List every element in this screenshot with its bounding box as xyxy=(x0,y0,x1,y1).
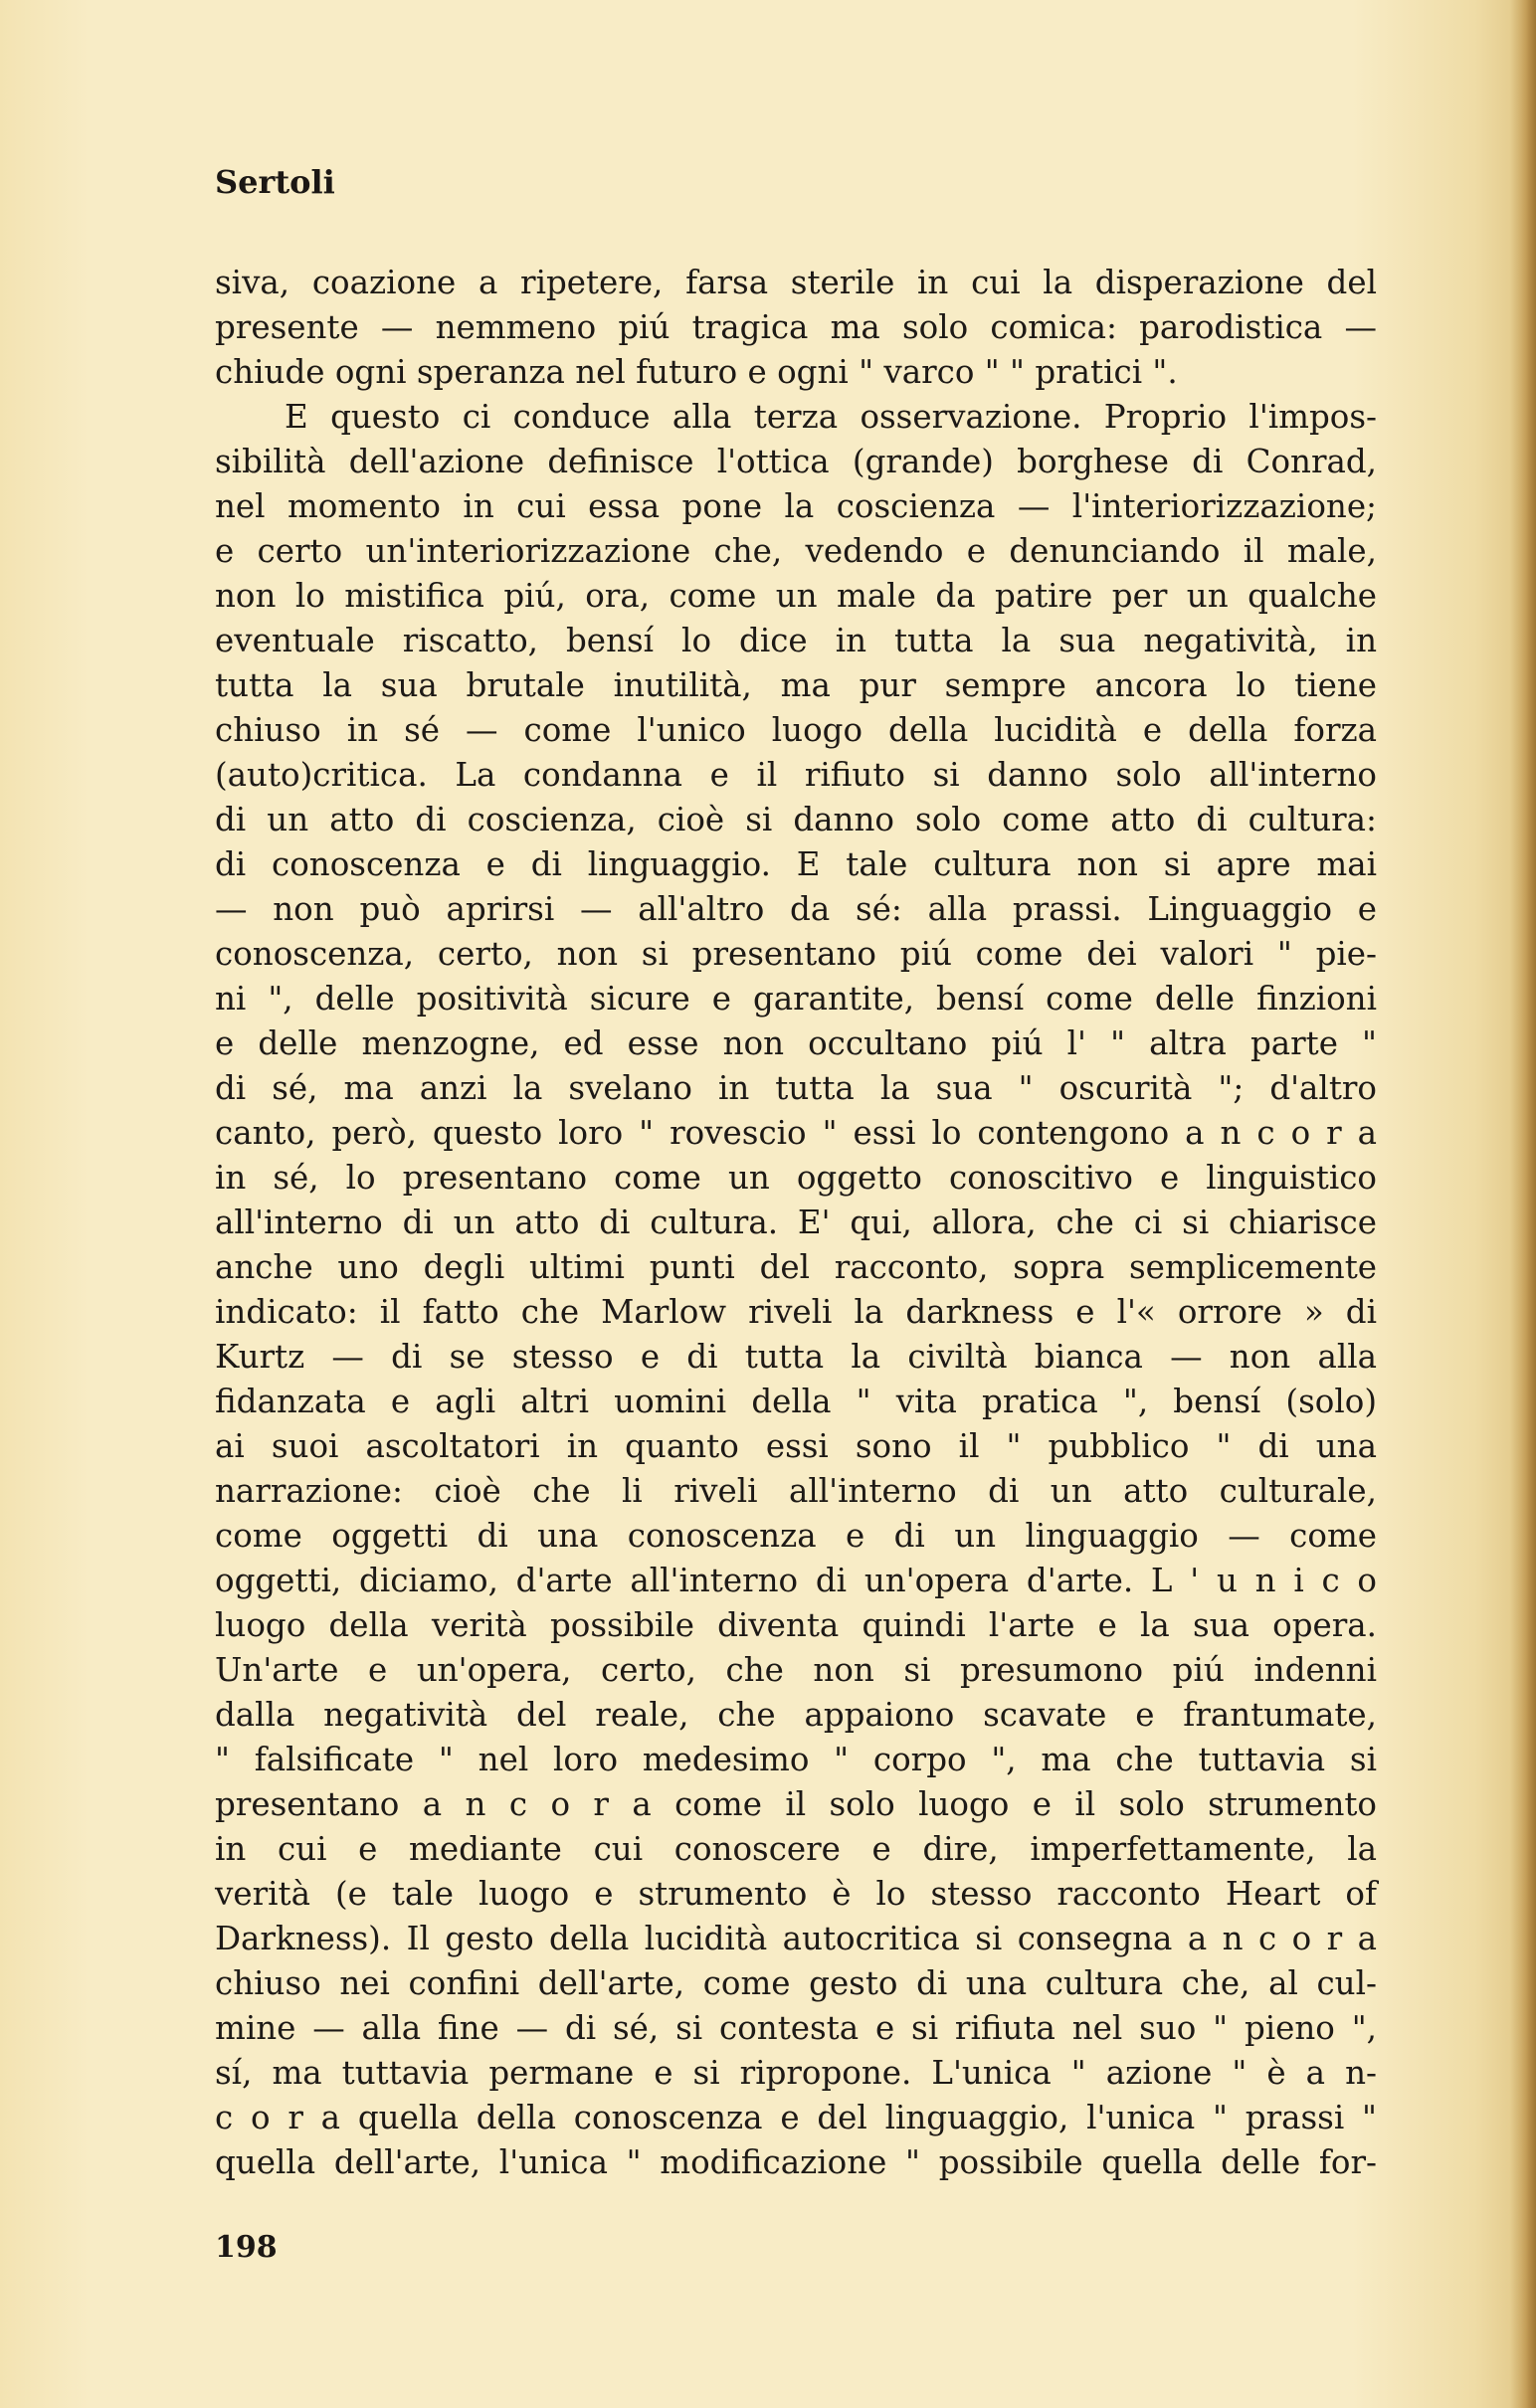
page-number: 198 xyxy=(215,2230,278,2265)
text-line: canto, però, questo loro " rovescio " essi lo contengono a n c o r a xyxy=(215,1114,1377,1152)
text-line: in sé, lo presentano come un oggetto conoscitivo e linguistico xyxy=(215,1159,1377,1197)
text-line: chiuso in sé — come l'unico luogo della lucidità e della forza xyxy=(215,711,1377,749)
text-line: anche uno degli ultimi punti del racconto, sopra semplicemente xyxy=(215,1248,1377,1286)
text-line: tutta la sua brutale inutilità, ma pur sempre ancora lo tiene xyxy=(215,666,1377,704)
text-line: — non può aprirsi — all'altro da sé: alla prassi. Linguaggio e xyxy=(215,890,1377,928)
text-line: verità (e tale luogo e strumento è lo stesso racconto Heart of xyxy=(215,1875,1377,1913)
text-line: ni ", delle positività sicure e garantite, bensí come delle finzioni xyxy=(215,980,1377,1018)
text-line: conoscenza, certo, non si presentano piú come dei valori " pie- xyxy=(215,935,1377,973)
text-line: siva, coazione a ripetere, farsa sterile in cui la disperazione del xyxy=(215,264,1377,301)
text-line: dalla negatività del reale, che appaiono scavate e frantumate, xyxy=(215,1696,1377,1734)
text-line: di un atto di coscienza, cioè si danno solo come atto di cultura: xyxy=(215,801,1377,838)
text-line: presentano a n c o r a come il solo luogo e il solo strumento xyxy=(215,1785,1377,1823)
text-line: quella dell'arte, l'unica " modificazione " possibile quella delle for- xyxy=(215,2143,1377,2181)
text-line: c o r a quella della conoscenza e del linguaggio, l'unica " prassi " xyxy=(215,2099,1377,2136)
text-line: e delle menzogne, ed esse non occultano piú l' " altra parte " xyxy=(215,1024,1377,1062)
text-line: e certo un'interiorizzazione che, vedendo e denunciando il male, xyxy=(215,532,1377,570)
text-line: fidanzata e agli altri uomini della " vita pratica ", bensí (solo) xyxy=(215,1383,1377,1420)
text-line: E questo ci conduce alla terza osservazione. Proprio l'impos- xyxy=(285,398,1377,436)
text-line: indicato: il fatto che Marlow riveli la darkness e l'« orrore » di xyxy=(215,1293,1377,1331)
text-line: eventuale riscatto, bensí lo dice in tutta la sua negatività, in xyxy=(215,622,1377,659)
text-line: chiude ogni speranza nel futuro e ogni " varco " " pratici ". xyxy=(215,353,1178,391)
text-line: nel momento in cui essa pone la coscienza — l'interiorizzazione; xyxy=(215,487,1377,525)
text-line: presente — nemmeno piú tragica ma solo comica: parodistica — xyxy=(215,308,1377,346)
text-line: Darkness). Il gesto della lucidità autocritica si consegna a n c o r a xyxy=(215,1920,1377,1957)
text-line: non lo mistifica piú, ora, come un male da patire per un qualche xyxy=(215,577,1377,615)
page-edge-shadow xyxy=(1510,0,1536,2408)
text-line: (auto)critica. La condanna e il rifiuto si danno solo all'interno xyxy=(215,756,1377,794)
text-line: di sé, ma anzi la svelano in tutta la sua " oscurità "; d'altro xyxy=(215,1069,1377,1107)
running-head: Sertoli xyxy=(215,163,335,201)
text-line: chiuso nei confini dell'arte, come gesto di una cultura che, al cul- xyxy=(215,1964,1377,2002)
text-line: Un'arte e un'opera, certo, che non si presumono piú indenni xyxy=(215,1651,1377,1689)
body-text xyxy=(215,261,1377,2185)
text-line: sí, ma tuttavia permane e si ripropone. L'unica " azione " è a n- xyxy=(215,2054,1377,2092)
text-line: in cui e mediante cui conoscere e dire, imperfettamente, la xyxy=(215,1830,1377,1868)
text-line: " falsificate " nel loro medesimo " corpo ", ma che tuttavia si xyxy=(215,1741,1377,1778)
text-line: all'interno di un atto di cultura. E' qui, allora, che ci si chiarisce xyxy=(215,1204,1377,1241)
text-line: narrazione: cioè che li riveli all'interno di un atto culturale, xyxy=(215,1472,1377,1510)
text-line: mine — alla fine — di sé, si contesta e si rifiuta nel suo " pieno ", xyxy=(215,2009,1377,2047)
text-line: ai suoi ascoltatori in quanto essi sono il " pubblico " di una xyxy=(215,1427,1377,1465)
text-line: di conoscenza e di linguaggio. E tale cultura non si apre mai xyxy=(215,845,1377,883)
text-line: Kurtz — di se stesso e di tutta la civiltà bianca — non alla xyxy=(215,1338,1377,1376)
text-line: oggetti, diciamo, d'arte all'interno di un'opera d'arte. L ' u n i c o xyxy=(215,1562,1377,1599)
text-line: luogo della verità possibile diventa quindi l'arte e la sua opera. xyxy=(215,1606,1377,1644)
text-line: come oggetti di una conoscenza e di un linguaggio — come xyxy=(215,1517,1377,1555)
text-line: sibilità dell'azione definisce l'ottica (grande) borghese di Conrad, xyxy=(215,443,1377,480)
